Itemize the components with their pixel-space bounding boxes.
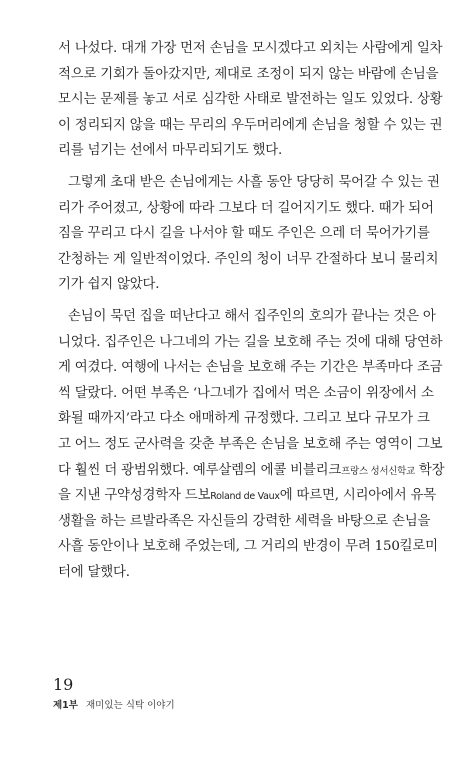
text-line: 화될 때까지’라고 다소 애매하게 규정했다. 그리고 보다 규모가 크 bbox=[58, 411, 430, 427]
text-segment: 다 훨씬 더 광범위했다. 예루살렘의 에콜 비블리크 bbox=[58, 462, 342, 478]
paragraph-2 bbox=[58, 170, 438, 298]
annotation-roland-de-vaux: Roland de Vaux bbox=[210, 491, 280, 503]
text-line: 기가 쉽지 않았다. bbox=[58, 277, 160, 293]
footer-book-title: 재미있는 식탁 이야기 bbox=[86, 700, 175, 711]
text-line: 니었다. 집주인은 나그네의 가는 길을 보호해 주는 것에 대해 당연하 bbox=[58, 334, 443, 350]
text-line: 짐을 꾸리고 다시 길을 나서야 할 때도 주인은 으레 더 묵어가기를 bbox=[58, 226, 430, 242]
text-line: 리를 넘기는 선에서 마무리되기도 했다. bbox=[58, 143, 283, 159]
text-line: 모시는 문제를 놓고 서로 심각한 사태로 발전하는 일도 있었다. 상황 bbox=[58, 92, 443, 108]
annotation-french-school: 프랑스 성서신학교 bbox=[341, 465, 415, 477]
text-line: 씩 달랐다. 어떤 부족은 ‘나그네가 집에서 먹은 소금이 위장에서 소 bbox=[58, 385, 434, 401]
text-line bbox=[58, 458, 445, 484]
text-line: 그렇게 초대 받은 손님에게는 사흘 동안 당당히 묵어갈 수 있는 권 bbox=[68, 174, 440, 190]
text-line: 간청하는 게 일반적이었다. 주인의 청이 너무 간절하다 보니 물리치 bbox=[58, 251, 439, 267]
paragraph-3 bbox=[58, 304, 445, 586]
text-line: 이 정리되지 않을 때는 무리의 우두머리에게 손님을 청할 수 있는 권 bbox=[58, 117, 443, 133]
text-line: 리가 주어졌고, 상황에 따라 그보다 더 길어지기도 했다. 때가 되어 bbox=[58, 200, 434, 216]
text-segment: 에 따르면, 시리아에서 유목 bbox=[279, 488, 437, 504]
text-line: 손님이 묵던 집을 떠난다고 해서 집주인의 호의가 끝나는 것은 아 bbox=[68, 308, 436, 324]
text-line: 게 여겼다. 여행에 나서는 손님을 보호해 주는 기간은 부족마다 조금 bbox=[58, 360, 443, 376]
text-segment: 을 지낸 구약성경학자 드보 bbox=[58, 488, 211, 504]
text-line: 적으로 기회가 돌아갔지만, 제대로 조정이 되지 않는 바람에 손님을 bbox=[58, 66, 439, 82]
text-segment: 학장 bbox=[414, 462, 445, 478]
text-line: 고 어느 정도 군사력을 갖춘 부족은 손님을 보호해 주는 영역이 그보 bbox=[58, 436, 443, 452]
paragraph-1 bbox=[58, 36, 443, 164]
text-line: 생활을 하는 르발라족은 자신들의 강력한 세력을 바탕으로 손님을 bbox=[58, 513, 431, 529]
text-line bbox=[58, 483, 438, 509]
text-line: 터에 달했다. bbox=[58, 564, 130, 580]
text-line: 서 나섰다. 대개 가장 먼저 손님을 모시겠다고 외치는 사람에게 일차 bbox=[58, 41, 443, 56]
running-footer bbox=[53, 697, 175, 711]
text-line: 사흘 동안이나 보호해 주었는데, 그 거리의 반경이 무려 150킬로미 bbox=[58, 539, 438, 555]
body-text bbox=[58, 36, 445, 591]
page-number: 19 bbox=[53, 675, 74, 694]
footer-part-label: 제1부 bbox=[53, 700, 78, 711]
